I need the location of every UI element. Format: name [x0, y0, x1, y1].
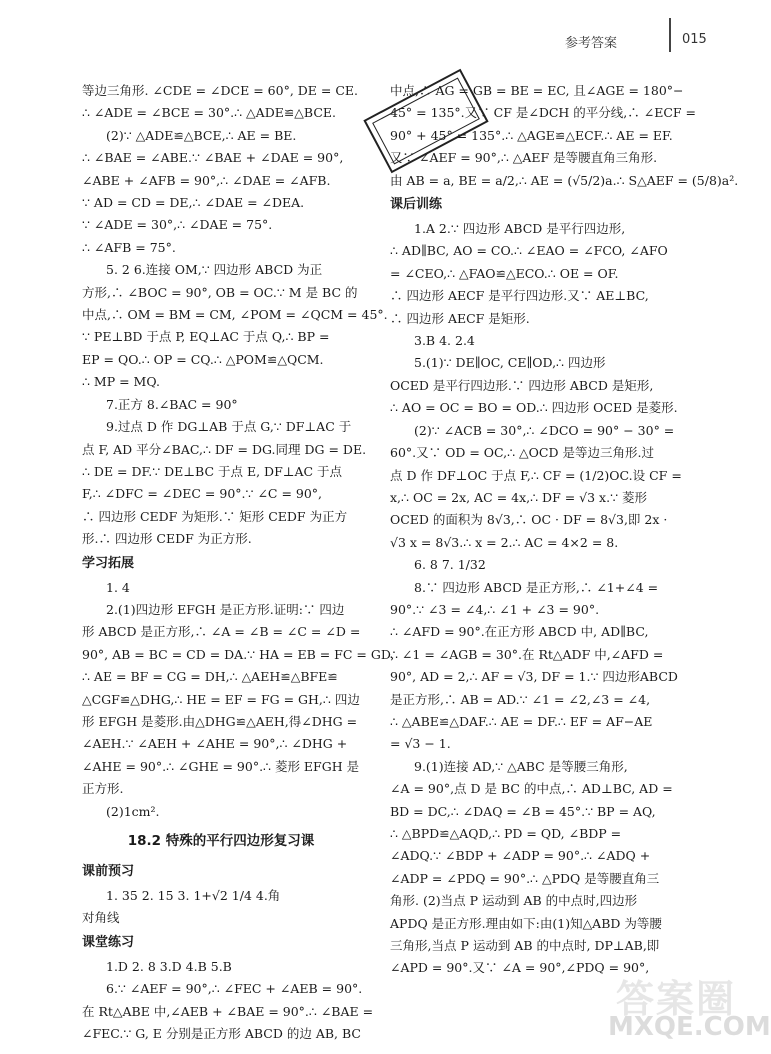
text-line: 9.过点 D 作 DG⊥AB 于点 G,∵ DF⊥AC 于: [106, 419, 352, 435]
text-line: 等边三角形. ∠CDE = ∠DCE = 60°, DE = CE.: [82, 83, 358, 98]
text-line: ∴ AO = OC = BO = OD.∴ 四边形 OCED 是菱形.: [390, 400, 678, 416]
text-line: ∴ ∠BAE = ∠ABE.∵ ∠BAE + ∠DAE = 90°,: [82, 150, 344, 166]
text-line: √3 x = 8√3.∴ x = 2.∴ AC = 4×2 = 8.: [390, 534, 619, 550]
text-line: 角形. (2)当点 P 运动到 AB 的中点时,四边形: [390, 893, 638, 909]
text-line: ∠AHE = 90°.∴ ∠GHE = 90°.∴ 菱形 EFGH 是: [82, 758, 360, 774]
text-line: = ∠CEO,∴ △FAO≌△ECO.∴ OE = OF.: [390, 265, 619, 281]
header-title: 参考答案: [565, 36, 618, 51]
text-line: 7.正方 8.∠BAC = 90°: [106, 396, 238, 412]
left-column: [82, 80, 395, 1045]
text-line: 形 EFGH 是菱形.由△DHG≌△AEH,得∠DHG =: [82, 713, 358, 729]
text-line: ∴ ∠ADE = ∠BCE = 30°.∴ △ADE≌△BCE.: [82, 105, 337, 121]
text-line: ∴ DE = DF.∵ DE⊥BC 于点 E, DF⊥AC 于点: [82, 463, 343, 479]
text-line: ∴ ∠AFB = 75°.: [82, 239, 176, 255]
page-header: [0, 0, 750, 60]
text-line: OCED 的面积为 8√3,∴ OC · DF = 8√3,即 2x ·: [390, 512, 668, 528]
text-line: 又∵ ∠AEF = 90°,∴ △AEF 是等腰直角三角形.: [390, 150, 658, 166]
text-line: ∠AEH.∵ ∠AEH + ∠AHE = 90°,∴ ∠DHG +: [82, 736, 348, 752]
text-line: 5.(1)∵ DE∥OC, CE∥OD,∴ 四边形: [414, 355, 606, 371]
text-line: 形.∴ 四边形 CEDF 为正方形.: [82, 531, 252, 547]
text-line: ∴ ∠AFD = 90°.在正方形 ABCD 中, AD∥BC,: [390, 624, 649, 640]
text-line: ∠A = 90°,点 D 是 BC 的中点,∴ AD⊥BC, AD =: [390, 781, 673, 797]
text-line: 是正方形,∴ AB = AD.∵ ∠1 = ∠2,∠3 = ∠4,: [390, 691, 651, 707]
page-number: 015: [682, 32, 707, 47]
text-line: 正方形.: [82, 781, 124, 797]
site-watermark: [608, 968, 771, 1048]
text-line: (2)∵ △ADE≌△BCE,∴ AE = BE.: [106, 127, 297, 143]
text-line: ∵ ∠ADE = 30°,∴ ∠DAE = 75°.: [82, 217, 273, 233]
text-line: ∴ MP = MQ.: [82, 374, 160, 390]
text-line: 5. 2 6.连接 OM,∵ 四边形 ABCD 为正: [106, 262, 323, 278]
header-divider: [669, 18, 671, 52]
text-line: ∴ 四边形 AECF 是矩形.: [390, 310, 530, 326]
text-line: 3.B 4. 2.4: [414, 333, 475, 349]
text-line: 6. 8 7. 1/32: [414, 557, 486, 573]
text-line: 2.(1)四边形 EFGH 是正方形.证明:∵ 四边: [106, 601, 345, 617]
text-line: x,∴ OC = 2x, AC = 4x,∴ DF = √3 x.∵ 菱形: [390, 489, 648, 505]
watermark-url: MXQE.COM: [608, 1012, 771, 1042]
text-line: ∵ PE⊥BD 于点 P, EQ⊥AC 于点 Q,∴ BP =: [82, 329, 330, 345]
text-line: ∴ AD∥BC, AO = CO.∴ ∠EAO = ∠FCO, ∠AFO: [390, 243, 668, 259]
text-line: 三角形,当点 P 运动到 AB 的中点时, DP⊥AB,即: [390, 938, 660, 954]
text-line: OCED 是平行四边形.∵ 四边形 ABCD 是矩形,: [390, 377, 654, 393]
text-line: ∠ADP = ∠PDQ = 90°.∴ △PDQ 是等腰直角三: [390, 870, 660, 886]
text-line: 1.A 2.∵ 四边形 ABCD 是平行四边形,: [414, 221, 626, 237]
text-line: 9.(1)连接 AD,∵ △ABC 是等腰三角形,: [414, 758, 628, 774]
text-line: ∠ABE + ∠AFB = 90°,∴ ∠DAE = ∠AFB.: [82, 172, 331, 188]
text-line: EP = QO.∴ OP = CQ.∴ △POM≌△QCM.: [82, 351, 324, 367]
text-line: 90°.∵ ∠3 = ∠4,∴ ∠1 + ∠3 = 90°.: [390, 601, 600, 617]
section-heading: 学习拓展: [82, 555, 135, 571]
text-line: 点 D 作 DF⊥OC 于点 F,∴ CF = (1/2)OC.设 CF =: [390, 467, 682, 483]
text-line: 对角线: [82, 910, 120, 926]
text-line: F,∴ ∠DFC = ∠DEC = 90°.∵ ∠C = 90°,: [82, 486, 323, 502]
section-heading: 课后训练: [390, 197, 443, 213]
text-line: ∴ △BPD≌△AQD,∴ PD = QD, ∠BDP =: [390, 826, 622, 841]
text-line: ∴ ∠1 = ∠AGB = 30°.在 Rt△ADF 中,∠AFD =: [390, 646, 664, 662]
text-line: 45° = 135°.又∵ CF 是∠DCH 的平分线,∴ ∠ECF =: [390, 105, 697, 121]
text-line: = √3 − 1.: [390, 736, 451, 752]
text-line: 1. 4: [106, 579, 130, 595]
section-heading: 18.2 特殊的平行四边形复习课: [127, 833, 315, 849]
right-column: [390, 80, 739, 980]
watermark-logo-text: 答案圈: [616, 977, 737, 1021]
text-line: 8.∵ 四边形 ABCD 是正方形,∴ ∠1+∠4 =: [414, 579, 659, 595]
text-line: 1. 35 2. 15 3. 1+√2 1/4 4.角: [106, 888, 281, 903]
text-line: (2)1cm².: [106, 803, 160, 819]
text-line: ∴ △ABE≌△DAF.∴ AE = DF.∴ EF = AF−AE: [390, 713, 653, 729]
text-line: 方形,∴ ∠BOC = 90°, OB = OC.∵ M 是 BC 的: [82, 284, 358, 300]
text-line: ∠APD = 90°.又∵ ∠A = 90°,∠PDQ = 90°,: [390, 960, 650, 976]
text-line: △CGF≌△DHG,∴ HE = EF = FG = GH,∴ 四边: [82, 691, 360, 707]
text-line: 点 F, AD 平分∠BAC,∴ DF = DG.同理 DG = DE.: [82, 441, 367, 457]
text-line: 中点,∴ AG = GB = BE = EC, 且∠AGE = 180°−: [390, 83, 684, 98]
text-line: ∠FEC.∵ G, E 分别是正方形 ABCD 的边 AB, BC: [82, 1026, 361, 1042]
text-line: 90° + 45° = 135°.∴ △AGE≌△ECF.∴ AE = EF.: [390, 127, 673, 143]
text-line: ∴ 四边形 AECF 是平行四边形.又∵ AE⊥BC,: [390, 288, 649, 304]
text-line: 6.∵ ∠AEF = 90°,∴ ∠FEC + ∠AEB = 90°.: [106, 981, 363, 997]
text-line: 形 ABCD 是正方形,∴ ∠A = ∠B = ∠C = ∠D =: [82, 624, 361, 640]
text-line: ∵ AD = CD = DE,∴ ∠DAE = ∠DEA.: [82, 195, 305, 211]
text-line: ∠ADQ.∵ ∠BDP + ∠ADP = 90°.∴ ∠ADQ +: [390, 848, 651, 864]
text-line: 在 Rt△ABE 中,∠AEB + ∠BAE = 90°.∴ ∠BAE =: [82, 1003, 374, 1019]
text-line: 90°, AD = 2,∴ AF = √3, DF = 1.∵ 四边形ABCD: [390, 669, 678, 685]
section-heading: 课堂练习: [82, 934, 135, 950]
section-heading: 课前预习: [82, 864, 135, 879]
text-line: (2)∵ ∠ACB = 30°,∴ ∠DCO = 90° − 30° =: [414, 422, 675, 438]
text-line: 1.D 2. 8 3.D 4.B 5.B: [106, 958, 232, 974]
text-line: ∴ AE = BF = CG = DH,∴ △AEH≌△BFE≌: [82, 669, 338, 685]
text-line: 由 AB = a, BE = a/2,∴ AE = (√5/2)a.∴ S△AEF = (5/8)a².: [390, 172, 739, 188]
homework-stamp: [362, 62, 490, 180]
text-line: ∴ 四边形 CEDF 为矩形.∵ 矩形 CEDF 为正方: [82, 508, 348, 524]
text-line: 60°.又∵ OD = OC,∴ △OCD 是等边三角形.过: [390, 445, 654, 461]
text-line: 90°, AB = BC = CD = DA.∵ HA = EB = FC = GD,: [82, 646, 395, 662]
text-line: APDQ 是正方形.理由如下:由(1)知△ABD 为等腰: [390, 915, 662, 931]
text-line: 中点,∴ OM = BM = CM, ∠POM = ∠QCM = 45°.: [82, 307, 388, 323]
text-line: BD = DC,∴ ∠DAQ = ∠B = 45°.∵ BP = AQ,: [390, 803, 656, 819]
